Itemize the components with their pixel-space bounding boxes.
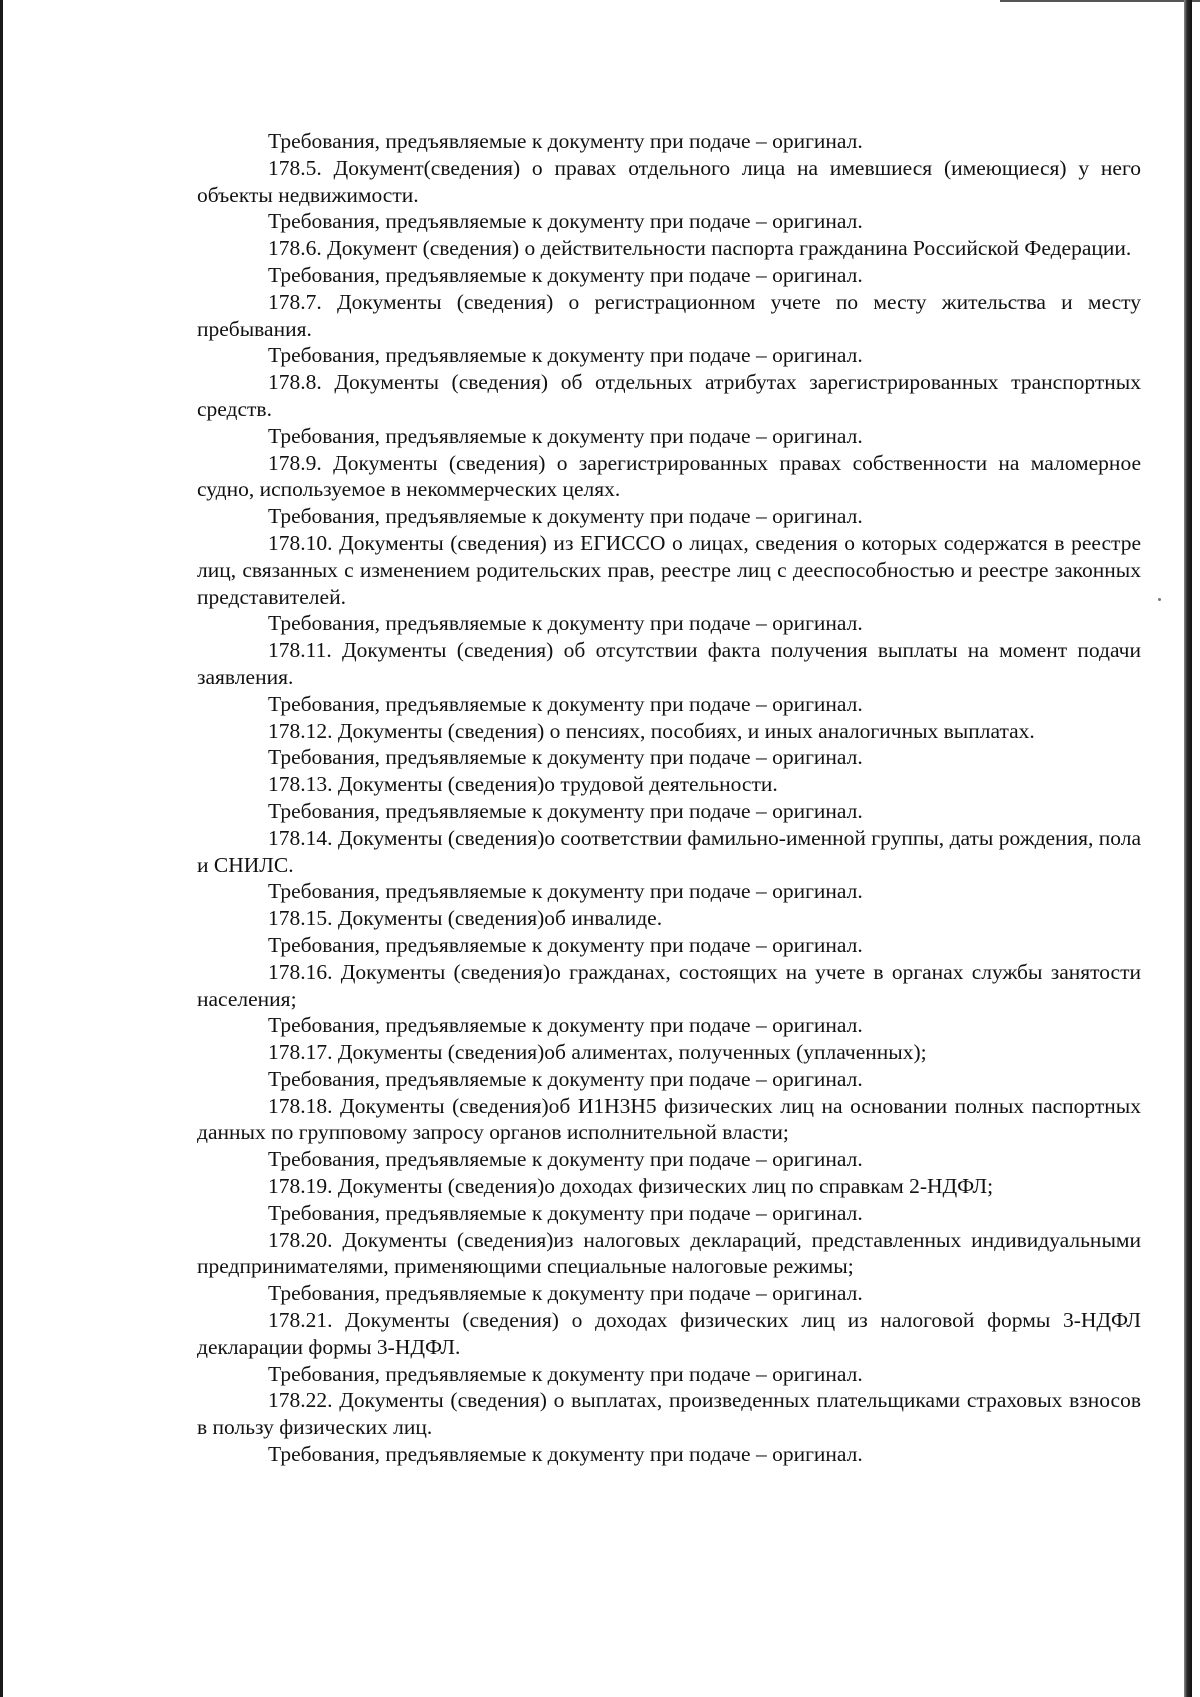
item-178-21: 178.21. Документы (сведения) о доходах физических лиц из налоговой формы 3-НДФЛ декларации формы 3-НДФЛ.	[197, 1308, 1141, 1359]
requirement-text: Требования, предъявляемые к документу при подаче – оригинал.	[268, 1281, 863, 1306]
requirement-text: Требования, предъявляемые к документу при подаче – оригинал.	[268, 745, 863, 770]
scan-right-edge	[1184, 0, 1192, 1697]
item-178-13: 178.13. Документы (сведения)о трудовой деятельности.	[268, 772, 778, 797]
scan-left-edge	[0, 0, 3, 1697]
item-178-8: 178.8. Документы (сведения) об отдельных атрибутах зарегистрированных транспортных средств.	[197, 370, 1141, 421]
item-178-19: 178.19. Документы (сведения)о доходах физических лиц по справкам 2-НДФЛ;	[268, 1174, 994, 1199]
item-178-7: 178.7. Документы (сведения) о регистрационном учете по месту жительства и месту пребывания.	[197, 289, 1141, 341]
item-178-5: 178.5. Документ(сведения) о правах отдельного лица на имевшиеся (имеющиеся) у него объекты недвижимости.	[197, 155, 1141, 207]
item-178-11: 178.11. Документы (сведения) об отсутствии факта получения выплаты на момент подачи заявления.	[197, 638, 1141, 689]
item-178-6: 178.6. Документ (сведения) о действительности паспорта гражданина Российской Федерации.	[268, 236, 1132, 261]
item-178-9: 178.9. Документы (сведения) о зарегистрированных правах собственности на маломерное судно, используемое в некоммерческих целях.	[197, 450, 1141, 502]
document-body	[197, 128, 1141, 1468]
requirement-text: Требования, предъявляемые к документу при подаче – оригинал.	[268, 1066, 863, 1091]
item-178-16: 178.16. Документы (сведения)о гражданах, состоящих на учете в органах службы занятости населения;	[197, 959, 1141, 1011]
scan-speck	[1158, 598, 1161, 601]
requirement-text: Требования, предъявляемые к документу при подаче – оригинал.	[268, 1200, 863, 1225]
requirement-text: Требования, предъявляемые к документу при подаче – оригинал.	[268, 1013, 863, 1038]
item-178-14: 178.14. Документы (сведения)о соответствии фамильно-именной группы, даты рождения, пола и СНИЛС.	[197, 825, 1141, 877]
requirement-text: Требования, предъявляемые к документу при подаче – оригинал.	[268, 209, 863, 234]
item-178-22: 178.22. Документы (сведения) о выплатах, произведенных плательщиками страховых взносов в пользу физических лиц.	[197, 1388, 1141, 1440]
requirement-text: Требования, предъявляемые к документу при подаче – оригинал.	[268, 611, 863, 636]
item-178-18: 178.18. Документы (сведения)об И1Н3Н5 физических лиц на основании полных паспортных данных по групповому запросу органов исполнительной власти;	[197, 1093, 1141, 1145]
item-178-15: 178.15. Документы (сведения)об инвалиде.	[268, 906, 663, 931]
requirement-text: Требования, предъявляемые к документу при подаче – оригинал.	[268, 129, 863, 153]
requirement-text: Требования, предъявляемые к документу при подаче – оригинал.	[268, 1442, 863, 1467]
requirement-text: Требования, предъявляемые к документу при подаче – оригинал.	[268, 423, 863, 448]
item-178-20: 178.20. Документы (сведения)из налоговых деклараций, представленных индивидуальными предпринимателями, применяющими специальные налоговые режимы;	[197, 1227, 1141, 1279]
requirement-text: Требования, предъявляемые к документу при подаче – оригинал.	[268, 798, 863, 823]
requirement-text: Требования, предъявляемые к документу при подаче – оригинал.	[268, 691, 863, 716]
scan-top-edge	[1000, 0, 1200, 2]
item-178-10: 178.10. Документы (сведения) из ЕГИССО о лицах, сведения о которых содержатся в реестре лиц, связанных с изменением родительских прав, реестре лиц с дееспособностью и реестре законных представителей.	[197, 530, 1141, 609]
requirement-text: Требования, предъявляемые к документу при подаче – оригинал.	[268, 262, 863, 287]
requirement-text: Требования, предъявляемые к документу при подаче – оригинал.	[268, 1147, 863, 1172]
item-178-12: 178.12. Документы (сведения) о пенсиях, пособиях, и иных аналогичных выплатах.	[268, 718, 1035, 743]
item-178-17: 178.17. Документы (сведения)об алиментах, полученных (уплаченных);	[268, 1040, 927, 1065]
requirement-text: Требования, предъявляемые к документу при подаче – оригинал.	[268, 932, 863, 957]
requirement-text: Требования, предъявляемые к документу при подаче – оригинал.	[268, 504, 863, 529]
requirement-text: Требования, предъявляемые к документу при подаче – оригинал.	[268, 1361, 863, 1386]
requirement-text: Требования, предъявляемые к документу при подаче – оригинал.	[268, 879, 863, 904]
requirement-text: Требования, предъявляемые к документу при подаче – оригинал.	[268, 343, 863, 368]
